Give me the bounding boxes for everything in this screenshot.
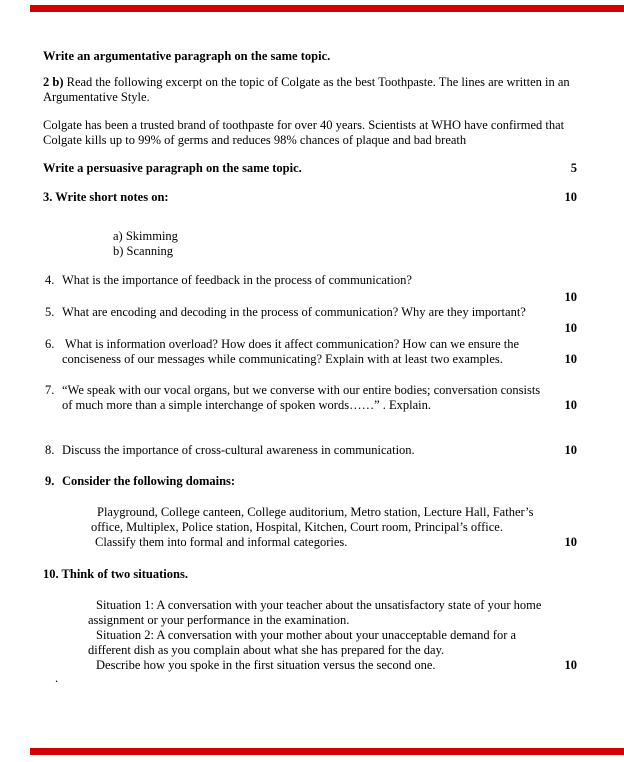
question-10-heading: 10. Think of two situations. (43, 567, 188, 581)
question-5-text: What are encoding and decoding in the process of communication? Why are they important? (62, 305, 526, 319)
question-7-line1: “We speak with our vocal organs, but we converse with our entire bodies; conversation consists (62, 383, 541, 397)
question-5-number: 5. (45, 305, 55, 319)
question-10-describe-line: Describe how you spoke in the first situation versus the second one. (96, 658, 436, 672)
marks-q4: 10 (564, 290, 577, 304)
trailing-period: . (55, 671, 59, 685)
question-2b-line2: Argumentative Style. (43, 90, 150, 104)
question-4-number: 4. (45, 273, 55, 287)
marks-q3: 10 (564, 190, 577, 204)
question-6-line1: What is information overload? How does it affect communication? How can we ensure the (62, 337, 520, 351)
question-4-text: What is the importance of feedback in the process of communication? (62, 273, 412, 287)
question-3-subitem-scanning: b) Scanning (113, 244, 174, 258)
marks-q8: 10 (564, 443, 577, 457)
question-8-number: 8. (45, 443, 55, 457)
persuasive-heading: Write a persuasive paragraph on the same topic. (43, 161, 302, 175)
question-2b-line1 (43, 75, 570, 90)
question-10-situation1-line1: Situation 1: A conversation with your teacher about the unsatisfactory state of your home (96, 598, 542, 612)
bottom-red-bar (30, 748, 624, 755)
question-2b-number: 2 b) (43, 75, 64, 89)
question-3-subitem-skimming: a) Skimming (113, 229, 178, 243)
question-6-line2: conciseness of our messages while communicating? Explain with at least two examples. (62, 352, 503, 366)
question-7-number: 7. (45, 383, 55, 397)
question-2b-text: Read the following excerpt on the topic of Colgate as the best Toothpaste. The lines are written in an (63, 75, 570, 89)
excerpt-line1: Colgate has been a trusted brand of toothpaste for over 40 years. Scientists at WHO have confirmed that (43, 118, 565, 132)
excerpt-line2: Colgate kills up to 99% of germs and reduces 98% chances of plaque and bad breath (43, 133, 467, 147)
marks-q10: 10 (564, 658, 577, 672)
question-10-situation2-line2: different dish as you complain about what she has prepared for the day. (88, 643, 445, 657)
question-9-body-line3: Classify them into formal and informal categories. (95, 535, 348, 549)
question-6-number: 6. (45, 337, 55, 351)
question-8-text: Discuss the importance of cross-cultural awareness in communication. (62, 443, 415, 457)
marks-q7: 10 (564, 398, 577, 412)
marks-persuasive: 5 (570, 161, 577, 175)
question-10-situation1-line2: assignment or your performance in the examination. (88, 613, 350, 627)
marks-q5: 10 (564, 321, 577, 335)
question-9-body-line2: office, Multiplex, Police station, Hospital, Kitchen, Court room, Principal’s office. (91, 520, 503, 534)
question-9-number: 9. (45, 474, 55, 488)
marks-q9: 10 (564, 535, 577, 549)
question-7-line2: of much more than a simple interchange of spoken words……” . Explain. (62, 398, 432, 412)
question-9-heading: Consider the following domains: (62, 474, 236, 488)
question-2a-heading: Write an argumentative paragraph on the same topic. (43, 49, 331, 63)
question-3-heading: 3. Write short notes on: (43, 190, 169, 204)
marks-q6: 10 (564, 352, 577, 366)
question-10-situation2-line1: Situation 2: A conversation with your mother about your unacceptable demand for a (96, 628, 517, 642)
top-red-bar (30, 5, 624, 12)
question-9-body-line1: Playground, College canteen, College auditorium, Metro station, Lecture Hall, Father’s (97, 505, 534, 519)
